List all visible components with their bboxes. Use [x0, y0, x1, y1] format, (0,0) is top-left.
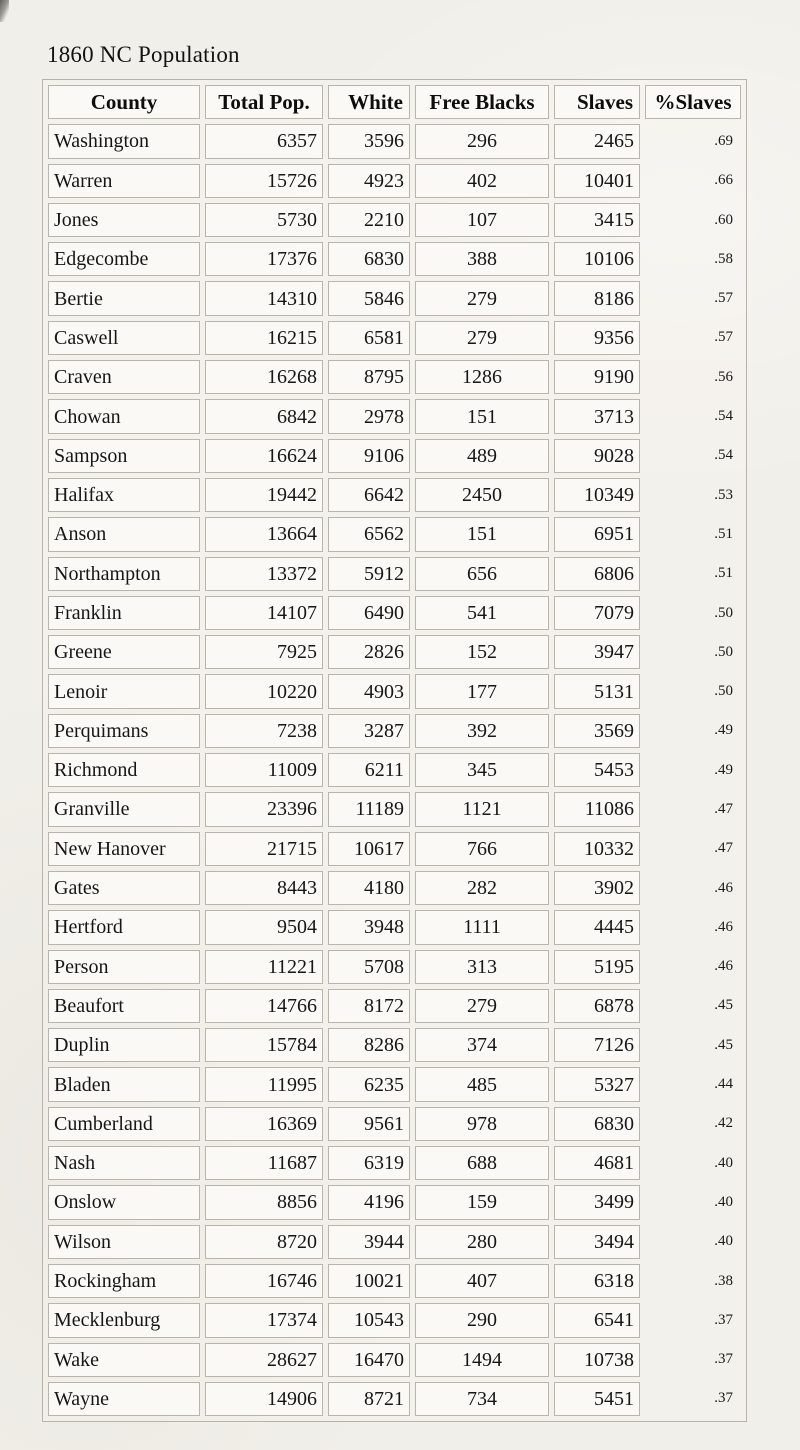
column-header-total-pop: Total Pop. — [205, 85, 323, 119]
column-header-free-blacks: Free Blacks — [415, 85, 549, 119]
cell-white: 5846 — [328, 281, 410, 315]
cell-total-pop: 13664 — [205, 517, 323, 551]
cell-white: 5912 — [328, 557, 410, 591]
table-row — [48, 1028, 741, 1062]
table-row — [48, 1185, 741, 1219]
cell-total-pop: 14107 — [205, 596, 323, 630]
table-row — [48, 1225, 741, 1259]
table-row — [48, 164, 741, 198]
cell-slaves: 3415 — [554, 203, 640, 237]
cell-white: 6235 — [328, 1067, 410, 1101]
cell-county: Sampson — [48, 439, 200, 473]
column-header-pct-slaves: %Slaves — [645, 85, 741, 119]
cell-county: Nash — [48, 1146, 200, 1180]
column-header-white: White — [328, 85, 410, 119]
cell-slaves: 3902 — [554, 871, 640, 905]
cell-total-pop: 16215 — [205, 321, 323, 355]
cell-white: 6830 — [328, 242, 410, 276]
header-row — [48, 85, 741, 119]
cell-total-pop: 7925 — [205, 635, 323, 669]
cell-total-pop: 15726 — [205, 164, 323, 198]
cell-total-pop: 14906 — [205, 1382, 323, 1416]
cell-pct-slaves: .53 — [714, 486, 733, 503]
table-row — [48, 517, 741, 551]
table-row — [48, 1343, 741, 1377]
cell-white: 4903 — [328, 674, 410, 708]
cell-free-blacks: 279 — [415, 989, 549, 1023]
cell-pct-slaves: .37 — [714, 1390, 733, 1407]
cell-pct-slaves: .46 — [714, 958, 733, 975]
cell-slaves: 3947 — [554, 635, 640, 669]
cell-slaves: 3494 — [554, 1225, 640, 1259]
cell-county: Chowan — [48, 399, 200, 433]
cell-slaves: 6951 — [554, 517, 640, 551]
cell-free-blacks: 280 — [415, 1225, 549, 1259]
cell-free-blacks: 1286 — [415, 360, 549, 394]
cell-total-pop: 17374 — [205, 1303, 323, 1337]
table-row — [48, 242, 741, 276]
table-row — [48, 124, 741, 158]
cell-free-blacks: 313 — [415, 950, 549, 984]
table-row — [48, 714, 741, 748]
table-row — [48, 360, 741, 394]
cell-white: 3287 — [328, 714, 410, 748]
cell-free-blacks: 296 — [415, 124, 549, 158]
cell-pct-slaves: .50 — [714, 643, 733, 660]
table-row — [48, 910, 741, 944]
cell-white: 9106 — [328, 439, 410, 473]
cell-free-blacks: 177 — [415, 674, 549, 708]
cell-free-blacks: 374 — [415, 1028, 549, 1062]
cell-county: Warren — [48, 164, 200, 198]
cell-free-blacks: 407 — [415, 1264, 549, 1298]
cell-county: Granville — [48, 792, 200, 826]
cell-county: Gates — [48, 871, 200, 905]
table-row — [48, 439, 741, 473]
cell-free-blacks: 1121 — [415, 792, 549, 826]
cell-county: Onslow — [48, 1185, 200, 1219]
cell-free-blacks: 734 — [415, 1382, 549, 1416]
cell-white: 6490 — [328, 596, 410, 630]
cell-white: 5708 — [328, 950, 410, 984]
cell-total-pop: 17376 — [205, 242, 323, 276]
cell-slaves: 6806 — [554, 557, 640, 591]
cell-slaves: 4445 — [554, 910, 640, 944]
cell-white: 3596 — [328, 124, 410, 158]
cell-free-blacks: 279 — [415, 281, 549, 315]
cell-total-pop: 11687 — [205, 1146, 323, 1180]
page-title: 1860 NC Population — [47, 42, 240, 67]
cell-county: Craven — [48, 360, 200, 394]
cell-county: Bladen — [48, 1067, 200, 1101]
cell-total-pop: 5730 — [205, 203, 323, 237]
cell-county: New Hanover — [48, 832, 200, 866]
cell-slaves: 10738 — [554, 1343, 640, 1377]
cell-pct-slaves: .47 — [714, 840, 733, 857]
cell-pct-slaves: .50 — [714, 604, 733, 621]
cell-slaves: 8186 — [554, 281, 640, 315]
cell-free-blacks: 388 — [415, 242, 549, 276]
table-row — [48, 596, 741, 630]
cell-slaves: 9356 — [554, 321, 640, 355]
cell-slaves: 11086 — [554, 792, 640, 826]
cell-pct-slaves: .49 — [714, 722, 733, 739]
cell-slaves: 10106 — [554, 242, 640, 276]
cell-pct-slaves: .51 — [714, 565, 733, 582]
cell-white: 4180 — [328, 871, 410, 905]
cell-pct-slaves: .44 — [714, 1076, 733, 1093]
cell-white: 6211 — [328, 753, 410, 787]
cell-free-blacks: 402 — [415, 164, 549, 198]
cell-white: 10543 — [328, 1303, 410, 1337]
cell-slaves: 6318 — [554, 1264, 640, 1298]
table-row — [48, 1107, 741, 1141]
cell-free-blacks: 1494 — [415, 1343, 549, 1377]
cell-free-blacks: 485 — [415, 1067, 549, 1101]
cell-pct-slaves: .50 — [714, 683, 733, 700]
cell-pct-slaves: .58 — [714, 250, 733, 267]
table-row — [48, 792, 741, 826]
table-row — [48, 321, 741, 355]
cell-white: 3944 — [328, 1225, 410, 1259]
cell-county: Hertford — [48, 910, 200, 944]
cell-pct-slaves: .37 — [714, 1311, 733, 1328]
table-row — [48, 1264, 741, 1298]
cell-total-pop: 8443 — [205, 871, 323, 905]
cell-white: 11189 — [328, 792, 410, 826]
table-row — [48, 871, 741, 905]
cell-total-pop: 8720 — [205, 1225, 323, 1259]
cell-white: 8721 — [328, 1382, 410, 1416]
cell-county: Rockingham — [48, 1264, 200, 1298]
cell-white: 4196 — [328, 1185, 410, 1219]
cell-pct-slaves: .46 — [714, 879, 733, 896]
cell-free-blacks: 1111 — [415, 910, 549, 944]
cell-slaves: 5327 — [554, 1067, 640, 1101]
cell-free-blacks: 152 — [415, 635, 549, 669]
cell-total-pop: 7238 — [205, 714, 323, 748]
cell-slaves: 7126 — [554, 1028, 640, 1062]
cell-total-pop: 9504 — [205, 910, 323, 944]
cell-total-pop: 21715 — [205, 832, 323, 866]
table-row — [48, 1303, 741, 1337]
cell-county: Person — [48, 950, 200, 984]
cell-free-blacks: 489 — [415, 439, 549, 473]
cell-slaves: 10332 — [554, 832, 640, 866]
cell-free-blacks: 688 — [415, 1146, 549, 1180]
cell-slaves: 6878 — [554, 989, 640, 1023]
table-row — [48, 950, 741, 984]
cell-total-pop: 15784 — [205, 1028, 323, 1062]
cell-white: 4923 — [328, 164, 410, 198]
cell-pct-slaves: .54 — [714, 447, 733, 464]
table-row — [48, 1067, 741, 1101]
cell-total-pop: 8856 — [205, 1185, 323, 1219]
cell-county: Duplin — [48, 1028, 200, 1062]
column-header-county: County — [48, 85, 200, 119]
column-header-slaves: Slaves — [554, 85, 640, 119]
table-row — [48, 989, 741, 1023]
cell-slaves: 10401 — [554, 164, 640, 198]
cell-white: 2978 — [328, 399, 410, 433]
cell-total-pop: 16268 — [205, 360, 323, 394]
cell-pct-slaves: .42 — [714, 1115, 733, 1132]
cell-white: 10021 — [328, 1264, 410, 1298]
cell-pct-slaves: .40 — [714, 1233, 733, 1250]
cell-pct-slaves: .38 — [714, 1272, 733, 1289]
cell-slaves: 2465 — [554, 124, 640, 158]
table-row — [48, 478, 741, 512]
cell-free-blacks: 345 — [415, 753, 549, 787]
table-row — [48, 1146, 741, 1180]
cell-white: 8286 — [328, 1028, 410, 1062]
cell-county: Beaufort — [48, 989, 200, 1023]
cell-slaves: 3569 — [554, 714, 640, 748]
cell-free-blacks: 151 — [415, 399, 549, 433]
cell-county: Richmond — [48, 753, 200, 787]
cell-free-blacks: 392 — [415, 714, 549, 748]
table-row — [48, 674, 741, 708]
cell-pct-slaves: .47 — [714, 800, 733, 817]
cell-free-blacks: 151 — [415, 517, 549, 551]
cell-white: 16470 — [328, 1343, 410, 1377]
cell-pct-slaves: .60 — [714, 211, 733, 228]
cell-free-blacks: 290 — [415, 1303, 549, 1337]
cell-white: 10617 — [328, 832, 410, 866]
cell-slaves: 5131 — [554, 674, 640, 708]
cell-county: Anson — [48, 517, 200, 551]
population-table — [42, 79, 747, 1422]
cell-total-pop: 6357 — [205, 124, 323, 158]
cell-pct-slaves: .46 — [714, 918, 733, 935]
cell-county: Perquimans — [48, 714, 200, 748]
cell-county: Northampton — [48, 557, 200, 591]
table-body — [48, 124, 741, 1416]
table-row — [48, 281, 741, 315]
cell-slaves: 5451 — [554, 1382, 640, 1416]
table-row — [48, 753, 741, 787]
cell-county: Washington — [48, 124, 200, 158]
cell-free-blacks: 282 — [415, 871, 549, 905]
cell-county: Mecklenburg — [48, 1303, 200, 1337]
cell-white: 6581 — [328, 321, 410, 355]
cell-total-pop: 28627 — [205, 1343, 323, 1377]
cell-white: 9561 — [328, 1107, 410, 1141]
cell-pct-slaves: .45 — [714, 1036, 733, 1053]
cell-pct-slaves: .45 — [714, 997, 733, 1014]
cell-slaves: 3713 — [554, 399, 640, 433]
scan-corner-artifact — [0, 0, 9, 22]
cell-free-blacks: 656 — [415, 557, 549, 591]
cell-slaves: 9028 — [554, 439, 640, 473]
cell-county: Cumberland — [48, 1107, 200, 1141]
cell-white: 2210 — [328, 203, 410, 237]
cell-total-pop: 11995 — [205, 1067, 323, 1101]
table-row — [48, 399, 741, 433]
cell-pct-slaves: .37 — [714, 1351, 733, 1368]
cell-slaves: 3499 — [554, 1185, 640, 1219]
cell-slaves: 10349 — [554, 478, 640, 512]
cell-total-pop: 19442 — [205, 478, 323, 512]
cell-slaves: 7079 — [554, 596, 640, 630]
cell-total-pop: 14766 — [205, 989, 323, 1023]
cell-county: Halifax — [48, 478, 200, 512]
table-row — [48, 1382, 741, 1416]
cell-slaves: 6541 — [554, 1303, 640, 1337]
cell-slaves: 4681 — [554, 1146, 640, 1180]
cell-free-blacks: 978 — [415, 1107, 549, 1141]
cell-free-blacks: 766 — [415, 832, 549, 866]
cell-white: 6562 — [328, 517, 410, 551]
cell-county: Lenoir — [48, 674, 200, 708]
cell-pct-slaves: .69 — [714, 132, 733, 149]
cell-total-pop: 10220 — [205, 674, 323, 708]
table-row — [48, 557, 741, 591]
cell-total-pop: 11221 — [205, 950, 323, 984]
cell-white: 6642 — [328, 478, 410, 512]
cell-pct-slaves: .54 — [714, 408, 733, 425]
cell-free-blacks: 541 — [415, 596, 549, 630]
table-row — [48, 203, 741, 237]
cell-total-pop: 11009 — [205, 753, 323, 787]
cell-county: Wayne — [48, 1382, 200, 1416]
cell-slaves: 5195 — [554, 950, 640, 984]
cell-slaves: 5453 — [554, 753, 640, 787]
cell-pct-slaves: .66 — [714, 172, 733, 189]
cell-county: Franklin — [48, 596, 200, 630]
cell-total-pop: 16369 — [205, 1107, 323, 1141]
cell-white: 2826 — [328, 635, 410, 669]
cell-county: Wake — [48, 1343, 200, 1377]
cell-free-blacks: 107 — [415, 203, 549, 237]
cell-white: 6319 — [328, 1146, 410, 1180]
cell-county: Caswell — [48, 321, 200, 355]
cell-total-pop: 16624 — [205, 439, 323, 473]
table-row — [48, 635, 741, 669]
cell-county: Bertie — [48, 281, 200, 315]
cell-white: 8795 — [328, 360, 410, 394]
cell-free-blacks: 159 — [415, 1185, 549, 1219]
cell-county: Jones — [48, 203, 200, 237]
cell-slaves: 6830 — [554, 1107, 640, 1141]
cell-white: 3948 — [328, 910, 410, 944]
cell-county: Edgecombe — [48, 242, 200, 276]
table-row — [48, 832, 741, 866]
cell-total-pop: 16746 — [205, 1264, 323, 1298]
cell-pct-slaves: .40 — [714, 1154, 733, 1171]
cell-total-pop: 13372 — [205, 557, 323, 591]
cell-pct-slaves: .56 — [714, 368, 733, 385]
cell-total-pop: 23396 — [205, 792, 323, 826]
cell-white: 8172 — [328, 989, 410, 1023]
cell-pct-slaves: .49 — [714, 761, 733, 778]
cell-pct-slaves: .57 — [714, 290, 733, 307]
cell-pct-slaves: .51 — [714, 525, 733, 542]
cell-pct-slaves: .57 — [714, 329, 733, 346]
cell-free-blacks: 279 — [415, 321, 549, 355]
cell-county: Wilson — [48, 1225, 200, 1259]
cell-county: Greene — [48, 635, 200, 669]
cell-total-pop: 6842 — [205, 399, 323, 433]
cell-free-blacks: 2450 — [415, 478, 549, 512]
cell-total-pop: 14310 — [205, 281, 323, 315]
cell-pct-slaves: .40 — [714, 1193, 733, 1210]
cell-slaves: 9190 — [554, 360, 640, 394]
